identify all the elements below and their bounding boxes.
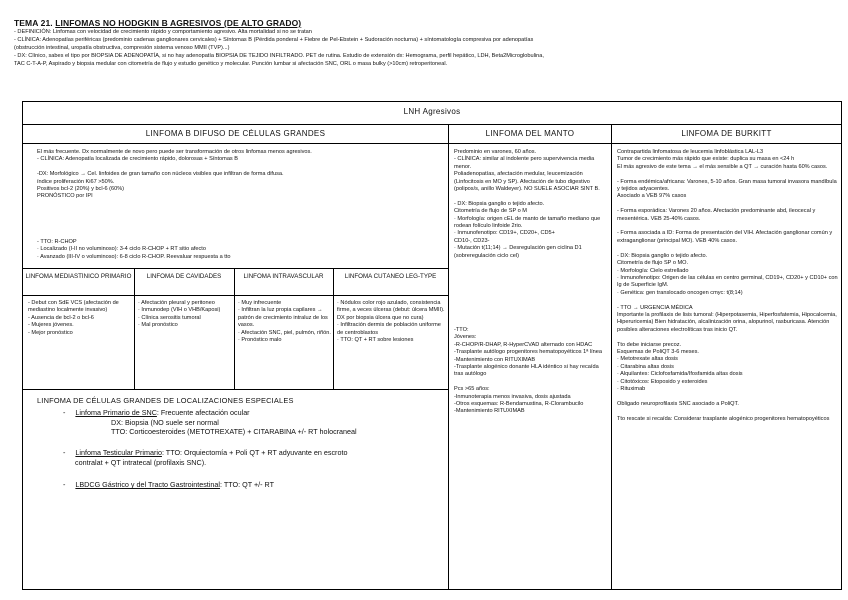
table-divider (234, 268, 235, 389)
mediastinal-body: - Debut con SdE VCS (afectación de mediastino localmente invasivo) - Ausencia de bcl-2 o bcl-6 - Mujeres jóvenes. - Mejor pronóstico (28, 300, 119, 336)
mediastinal-title: LINFOMA MEDIASTÍNICO PRIMARIO (25, 273, 132, 280)
clinica-line-cont: (obstrucción intestinal, uropatía obstructiva, compresión sistema venoso MMII (TVP)...) (14, 45, 230, 51)
definition-line: - DEFINICIÓN: Linfomas con velocidad de crecimiento rápido y comportamiento agresivo. Alta mortalidad si no se tratan (14, 29, 312, 35)
snc-lymphoma-line1: : Frecuente afectación ocular (156, 408, 250, 417)
list-bullet: - (63, 480, 76, 489)
intravascular-title: LINFOMA INTRAVASCULAR (243, 273, 324, 280)
snc-lymphoma-item (63, 408, 448, 437)
dlbcl-title: LINFOMA B DIFUSO DE CÉLULAS GRANDES (145, 129, 326, 138)
clinica-line: - CLÍNICA: Adenopatías periféricas (predominio cadenas ganglionares cervicales) + Síntomas B (Pérdida ponderal + Fiebre de Pel-Ebstein + Sudoración nocturna) + síntomatología compresiva por adenopatías (14, 37, 534, 43)
table-divider (448, 124, 449, 589)
snc-lymphoma-line3: TTO: Corticoesteroides (METOTREXATE) + CITARABINA +/- RT holocraneal (111, 427, 357, 436)
burkitt-title: LINFOMA DE BURKITT (681, 129, 772, 138)
table-divider (134, 268, 135, 389)
gastric-lymphoma-item (63, 480, 448, 490)
special-locations-title: LINFOMA DE CÉLULAS GRANDES DE LOCALIZACIONES ESPECIALES (37, 396, 294, 405)
testicular-lymphoma-name: Linfoma Testicular Primario (75, 448, 162, 457)
cutaneous-body: · Nódulos color rojo azulado, consistencia firme, a veces úlceras (debut: úlcera MMII). DX por biopsia úlcera que no cura) · Infiltración dermis de población uniforme de centroblastos · TTO: QT + RT sobre lesiones (337, 300, 445, 344)
cavities-title: LINFOMA DE CAVIDADES (146, 273, 222, 280)
table-divider (23, 295, 448, 296)
table-divider (23, 389, 448, 390)
page-title (14, 18, 834, 28)
table-divider (611, 124, 612, 589)
snc-lymphoma-line2: DX: Biopsia (NO suele ser normal (111, 417, 219, 427)
dlbcl-treatment: - TTO: R-CHOP · Localizado (I-II no voluminoso): 3-4 ciclo R-CHOP + RT sitio afecto · Avanzado (III-IV o voluminoso): 6-8 ciclo R-CHOP. Reevaluar respuesta a tto (37, 239, 231, 260)
table-divider (23, 268, 448, 269)
title-main: LINFOMAS NO HODGKIN B AGRESIVOS (DE ALTO GRADO) (55, 18, 302, 28)
title-prefix: TEMA 21. (14, 18, 56, 28)
dx-line-cont: TAC C-T-A-P, Aspirado y biopsia medular con citometría de flujo y estudio genético y molecular. Punción lumbar si afectación SNC, ORL o masa bulky (>10cm) retroperitoneal. (14, 61, 448, 67)
manto-description: Predominio en varones, 60 años. - CLÍNICA: similar al indolente pero supervivencia media menor. Poliadenopatías, afectación medular, leucemización (Linfocitosis en MO y SP). Afectación de tubo digestivo (polipos/s, anillo Waldeyer). NO SUELE ASOCIAR SINT B. - DX: Biopsia ganglio o tejido afecto. Citometría de flujo de SP o M · Morfología: origen cEL de manto de tamaño mediano que rodean folículo linfoide 2rio. · Inmunofenotipo: CD19+, CD20+, CD5+ CD10-, CD23- · Mutación t(11;14) → Desregulación gen ciclina D1 (sobreregulación ciclo cel) (454, 149, 601, 259)
table-divider (23, 124, 841, 125)
document-header (14, 18, 834, 68)
cutaneous-title: LINFOMA CUTÁNEO LEG-TYPE (344, 273, 437, 280)
table-divider (333, 268, 334, 389)
dx-line: - DX: Clínico, sabes el tipo por BIOPSIA DE ADENOPATÍA, si no hay adenopatía BIOPSIA DE TEJIDO INFILTRADO. PET de rutina. Estudio de extensión dx: Hemograma, perfil hepático, LDH, Beta2Microglobulina, (14, 53, 544, 59)
testicular-lymphoma-line2: contralat + QT intratecal (profilaxis SNC). (75, 457, 207, 467)
manto-treatment: -TTO: Jóvenes: -R-CHOP/R-DHAP, R-HyperCVAD alternado con HDAC -Trasplante autólogo progenitores hematopoyéticos 1ª línea -Mantenimiento con RITUXIMAB -Trasplante alogénico donante HLA idéntico si hay recaída tras autólogo Pcs >65 años: -Inmunoterapia menos invasiva, dosis ajustada -Otros esquemas: R-Bendamustina, R-Clorambucilo -Mantenimiento RITUXIMAB (454, 327, 603, 415)
intravascular-body: · Muy infrecuente · Infiltran la luz propia capilares → patrón de crecimiento intraluz de los vasos. · Afectación SNC, piel, pulmón, riñón. · Pronóstico malo (238, 300, 331, 344)
table-title: LNH Agresivos (403, 107, 461, 116)
gastric-lymphoma-line1: : TTO: QT +/- RT (220, 480, 274, 489)
manto-title: LINFOMA DEL MANTO (485, 129, 575, 138)
snc-lymphoma-name: Linfoma Primario de SNC (75, 408, 157, 417)
list-bullet: - (63, 408, 76, 417)
gastric-lymphoma-name: LBDCG Gástrico y del Tracto Gastrointestinal (75, 480, 220, 489)
cavities-body: · Afectación pleural y peritoneo · Inmunodep (VIH o VHB/Kaposi) · Clínica serositis tumoral · Mal pronóstico (138, 300, 221, 329)
list-bullet: - (63, 448, 76, 457)
table-divider (23, 143, 841, 144)
dlbcl-description: El más frecuente. Dx normalmente de novo pero puede ser transformación de otros linfomas menos agresivos. - CLÍNICA: Adenopatía localizada de crecimiento rápido, dolorosas + Síntomas B -DX: Morfológico → Cel. linfoides de gran tamaño con núcleos visibles que infiltran de forma difusa. índice proliferación Ki67 >50%. Positivos bcl-2 (20%) y bcl-6 (60%) PRONÓSTICO por IPI (37, 149, 312, 200)
lnh-table (22, 101, 842, 590)
burkitt-body: Contrapartida linfomatosa de leucemia linfoblástica LAL-L3 Tumor de crecimiento más rápido que existe: duplica su masa en <24 h El más agresivo de este tema → el más sensible a QT → curación hasta 60% casos. - Forma endémica/africana: Varones, 5-10 años. Gran masa tumoral invasora mandíbula y tejidos adyacentes. Asociado a VEB 97% casos - Forma esporádica: Varones 20 años. Afectación predominante abd, ileocecal y mesentérica. VEB 25-40% casos. - Forma asociada a ID: Forma de presentación del VIH. Afectación ganglionar común y extraganglionar (principal MO). VEB 40% casos. - DX: Biopsia ganglio o tejido afecto. Citometría de flujo SP o MO. · Morfología: Cielo estrellado · Inmunofenotipo: Origen de las células en centro germinal, CD19+, CD20+ y CD10+ con Ig de Superficie IgM. · Genética: gen translocado oncogen cmyc: t(8;14) - TTO → URGENCIA MÉDICA Importante la profilaxis de lisis tumoral: (Hiperpotasemia, Hiperfosfatemia, Hipocalcemia, Hiperuricemia) Bien hidratación, alcalinización orina, alopurinol, rasburicasa. Atención posibles alteraciones electrolíticas tras inicio QT. Tto debe iniciarse precoz. Esquemas de PoliQT 3-6 meses. · Metotrexate altas dosis · Citarabina altas dosis · Alquilantes: Ciclofosfamida/Ifosfamida altas dosis · Citotóxicos: Etoposido y esteroides · Rituximab Obligado neuroprofilaxis SNC asociado a PoliQT. Tto rescate si recaída: Considerar trasplante alogénico progenitores hematopoyéticos (617, 149, 838, 422)
testicular-lymphoma-item (63, 448, 448, 467)
testicular-lymphoma-line1: : TTO: Orquiectomía + Poli QT + RT adyuvante en escroto (161, 448, 348, 457)
